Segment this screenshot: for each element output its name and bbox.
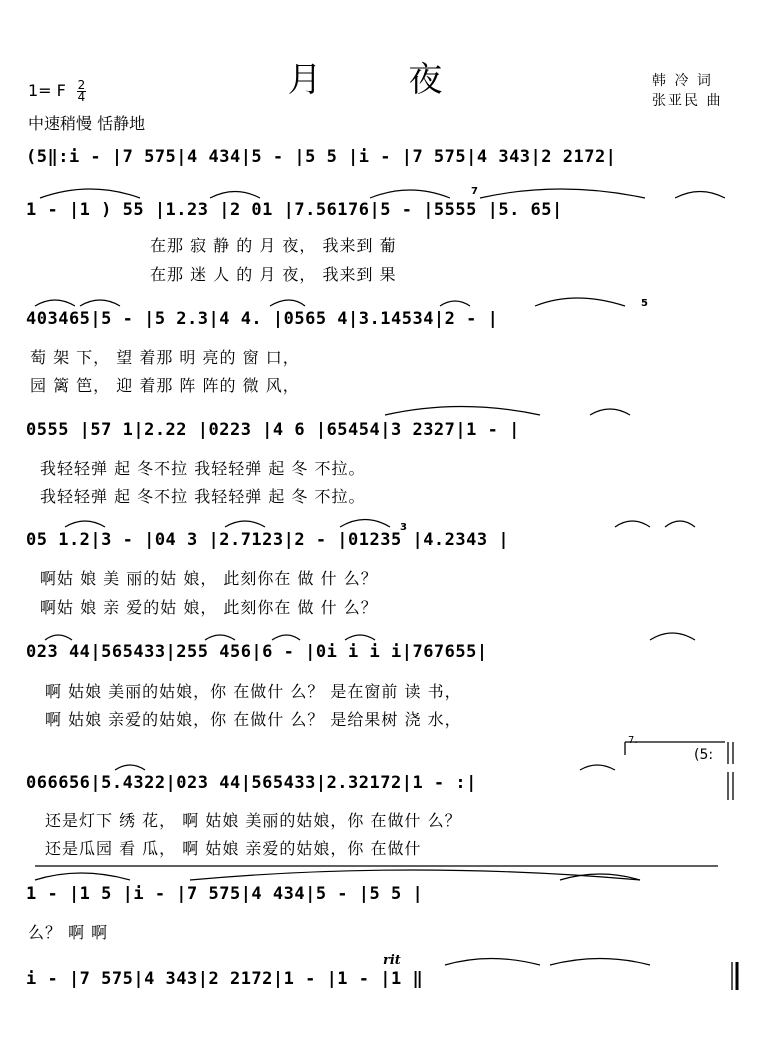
- page-title: 月 夜: [287, 60, 481, 100]
- slur: [650, 633, 695, 640]
- slur: [340, 520, 390, 528]
- slur: [205, 635, 235, 640]
- slur: [370, 190, 450, 198]
- slur: [535, 298, 625, 306]
- lyric-line-3a: 萄 架 下， 望 着那 明 亮的 窗 口，: [30, 348, 300, 367]
- slur: [615, 521, 650, 527]
- lyric-line-5a: 啊姑 娘 美 丽的姑 娘， 此刻你在 做 什 么？: [40, 569, 378, 588]
- slur: [480, 189, 645, 198]
- notation-line-7: 066656|5.4322|023 44|565433|2.32172|1 - :|: [26, 773, 477, 793]
- notation-line-5: 05 1.2|3 - |04 3 |2.7123|2 - |01235 |4.2343 |: [26, 530, 510, 550]
- slur: [675, 192, 725, 199]
- lyric-line-2a: 在那 寂 静 的 月 夜， 我来到 葡: [150, 236, 397, 255]
- key-label: 1= F: [28, 81, 66, 100]
- notation-line-3: 403465|5 - |5 2.3|4 4. |0565 4|3.14534|2 - |: [26, 309, 499, 329]
- volta-mark: 7.: [628, 735, 638, 746]
- lyric-line-8a: 么？ 啊 啊: [28, 923, 109, 942]
- notation-line-8: 1 - |1 5 |i - |7 575|4 434|5 - |5 5 |: [26, 884, 424, 904]
- slur: [40, 189, 140, 198]
- slur: [272, 635, 300, 640]
- lyric-line-2b: 在那 迷 人 的 月 夜， 我来到 果: [150, 265, 397, 284]
- notation-line-1: (5‖:i - |7 575|4 434|5 - |5 5 |i - |7 575|4 343|2 2172|: [26, 147, 617, 167]
- notation-line-9: i - |7 575|4 343|2 2172|1 - |1 - |1 ‖: [26, 969, 424, 989]
- slur: [80, 300, 120, 306]
- grace-note-3: 3: [400, 522, 407, 533]
- tempo-marking: 中速稍慢 恬静地: [28, 114, 146, 133]
- slur: [385, 407, 540, 416]
- slur: [580, 765, 615, 770]
- lyric-line-4a: 我轻轻弹 起 冬不拉 我轻轻弹 起 冬 不拉。: [40, 459, 366, 478]
- slur: [440, 301, 470, 306]
- slur: [190, 870, 640, 880]
- slur: [270, 300, 305, 306]
- repeat-end-mark: (5:: [694, 747, 714, 763]
- slur: [445, 959, 540, 966]
- slur: [590, 409, 630, 415]
- notation-line-2: 1 - |1 ) 55 |1.23 |2 01 |7.56176|5 - |5555 |5. 65|: [26, 200, 563, 220]
- lyric-line-7a: 还是灯下 绣 花， 啊 姑娘 美丽的姑娘，你 在做什 么？: [45, 811, 462, 830]
- notation-line-6: 023 44|565433|255 456|6 - |0i i i i|767655|: [26, 642, 488, 662]
- slur: [665, 521, 695, 527]
- rit-marking: rit: [383, 953, 401, 968]
- grace-note-5: 5: [641, 298, 648, 309]
- lyric-line-6b: 啊 姑娘 亲爱的姑娘，你 在做什 么？ 是给果树 浇 水，: [45, 710, 462, 729]
- slur: [115, 765, 145, 770]
- grace-note-7: 7: [471, 186, 478, 197]
- lyric-line-5b: 啊姑 娘 亲 爱的姑 娘， 此刻你在 做 什 么？: [40, 598, 378, 617]
- lyric-line-6a: 啊 姑娘 美丽的姑娘，你 在做什 么？ 是在窗前 读 书，: [45, 682, 462, 701]
- time-top: 2: [77, 78, 86, 92]
- lyricist-credit: 韩 冷 词: [652, 73, 713, 89]
- slur: [550, 959, 650, 966]
- lyric-line-4b: 我轻轻弹 起 冬不拉 我轻轻弹 起 冬 不拉。: [40, 487, 366, 506]
- slur: [35, 873, 130, 880]
- slur: [225, 521, 265, 527]
- notation-line-4: 0555 |57 1|2.22 |0223 |4 6 |65454|3 2327|1 - |: [26, 420, 520, 440]
- time-bottom: 4: [77, 90, 86, 104]
- slur: [35, 300, 75, 306]
- lyric-line-7b: 还是瓜园 看 瓜， 啊 姑娘 亲爱的姑娘，你 在做什: [45, 839, 422, 858]
- lyric-line-3b: 园 篱 笆， 迎 着那 阵 阵的 微 风，: [30, 376, 300, 395]
- slur: [345, 635, 375, 640]
- slur: [65, 521, 105, 527]
- slur: [210, 192, 260, 199]
- slur: [45, 635, 72, 640]
- composer-credit: 张亚民 曲: [652, 93, 723, 109]
